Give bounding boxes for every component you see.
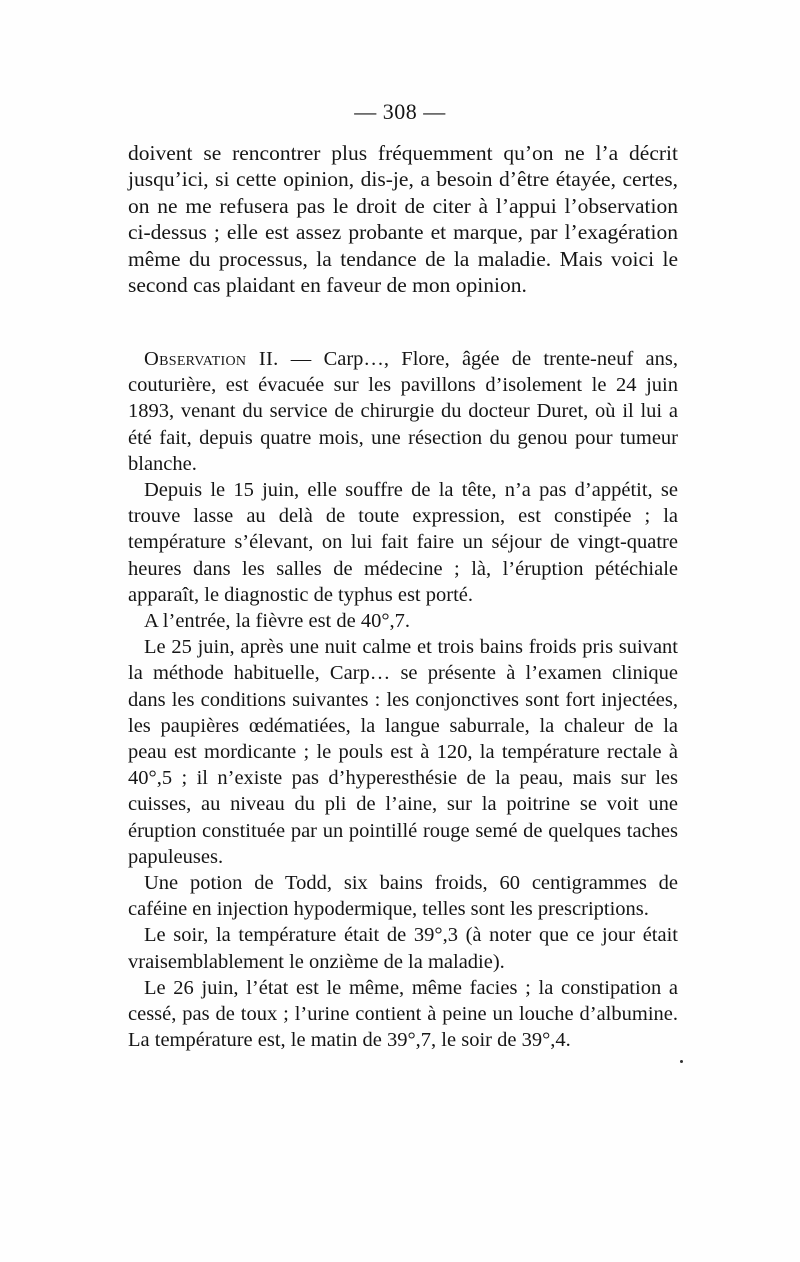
observation-section: [128, 346, 678, 1053]
intro-paragraph: doivent se rencontrer plus fréquemment qu’on ne l’a décrit jusqu’ici, si cette opinion, dis-je, a besoin d’être étayée, certes, on ne me refusera pas le droit de citer à l’appui l’observation ci-dessus ; elle est assez probante et marque, par l’exagération même du processus, la tendance de la maladie. Mais voici le second cas plaidant en faveur de mon opinion.: [128, 141, 678, 298]
observation-paragraph: Le 26 juin, l’état est le même, même facies ; la constipation a cessé, pas de toux ; l’urine contient à peine un louche d’albumine. La température est, le matin de 39°,7, le soir de 39°,4.: [128, 976, 678, 1052]
observation-paragraph: Une potion de Todd, six bains froids, 60 centigrammes de caféine en injection hypodermique, telles sont les prescriptions.: [128, 872, 678, 921]
observation-first-paragraph: [128, 346, 678, 477]
observation-intro-text: — Carp…, Flore, âgée de trente-neuf ans, couturière, est évacuée sur les pavillons d’isolement le 24 juin 1893, venant du service de chirurgie du docteur Duret, où il lui a été fait, depuis quatre mois, une résection du genou pour tumeur blanche.: [128, 348, 679, 475]
observation-paragraph: Le 25 juin, après une nuit calme et trois bains froids pris suivant la méthode habituelle, Carp… se présente à l’examen clinique dans les conditions suivantes : les conjonctives sont fort injectées, les paupières œdématiées, la langue saburrale, la chaleur de la peau est mordicante ; le pouls est à 120, la température rectale à 40°,5 ; il n’existe pas d’hyperesthésie de la peau, mais sur les cuisses, au niveau du pli de l’aine, sur la poitrine se voit une éruption constituée par un pointillé rouge semé de quelques taches papuleuses.: [128, 636, 678, 868]
observation-heading: Observation II.: [144, 348, 279, 370]
observation-paragraph: A l’entrée, la fièvre est de 40°,7.: [144, 610, 411, 633]
page-number: — 308 —: [354, 99, 446, 124]
observation-paragraph: Depuis le 15 juin, elle souffre de la tête, n’a pas d’appétit, se trouve lasse au delà de toute expression, est constipée ; la température s’élevant, on lui fait faire un séjour de vingt-quatre heures dans les salles de médecine ; là, l’éruption pétéchiale apparaît, le diagnostic de typhus est porté.: [128, 479, 678, 606]
observation-paragraph: Le soir, la température était de 39°,3 (à noter que ce jour était vraisemblablement le onzième de la maladie).: [128, 924, 678, 973]
intro-text-block: [128, 140, 678, 298]
ink-speck: [680, 1060, 683, 1063]
